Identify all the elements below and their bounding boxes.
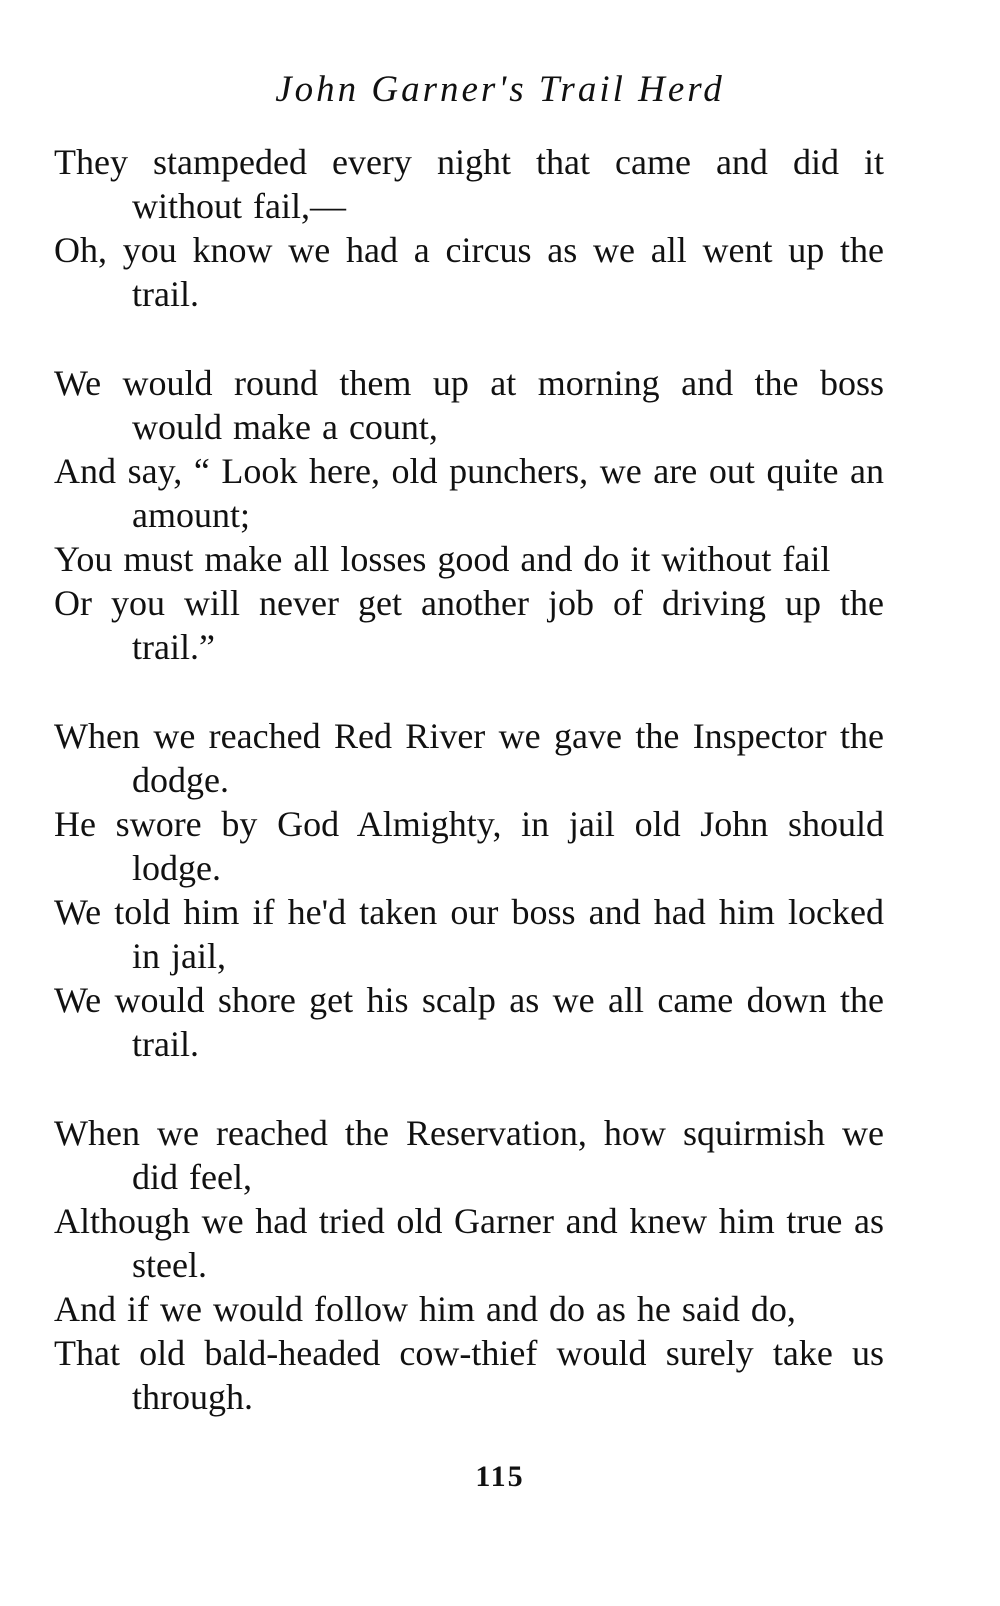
stanza — [54, 714, 884, 1066]
verse-line: Oh, you know we had a circus as we all went up the trail. — [54, 230, 884, 314]
poem — [54, 140, 884, 1464]
verse-line: Or you will never get another job of driving up the trail.” — [54, 583, 884, 667]
verse-line: We would round them up at morning and the boss would make a count, — [54, 363, 884, 447]
verse-line: When we reached the Reservation, how squirmish we did feel, — [54, 1113, 884, 1197]
verse-line: And say, “ Look here, old punchers, we are out quite an amount; — [54, 451, 884, 535]
verse-line: We would shore get his scalp as we all came down the trail. — [54, 980, 884, 1064]
verse-line: And if we would follow him and do as he said do, — [54, 1289, 796, 1329]
verse-line: That old bald-headed cow-thief would surely take us through. — [54, 1333, 884, 1417]
running-head: John Garner's Trail Herd — [275, 69, 725, 110]
verse-line: Although we had tried old Garner and knew him true as steel. — [54, 1201, 884, 1285]
verse-line: He swore by God Almighty, in jail old John should lodge. — [54, 804, 884, 888]
verse-line: We told him if he'd taken our boss and had him locked in jail, — [54, 892, 884, 976]
verse-line: They stampeded every night that came and did it without fail,— — [54, 142, 884, 226]
page-number: 115 — [475, 1460, 525, 1493]
stanza — [54, 140, 884, 316]
stanza — [54, 1111, 884, 1419]
verse-line: When we reached Red River we gave the Inspector the dodge. — [54, 716, 884, 800]
verse-line: You must make all losses good and do it without fail — [54, 539, 831, 579]
stanza — [54, 361, 884, 669]
